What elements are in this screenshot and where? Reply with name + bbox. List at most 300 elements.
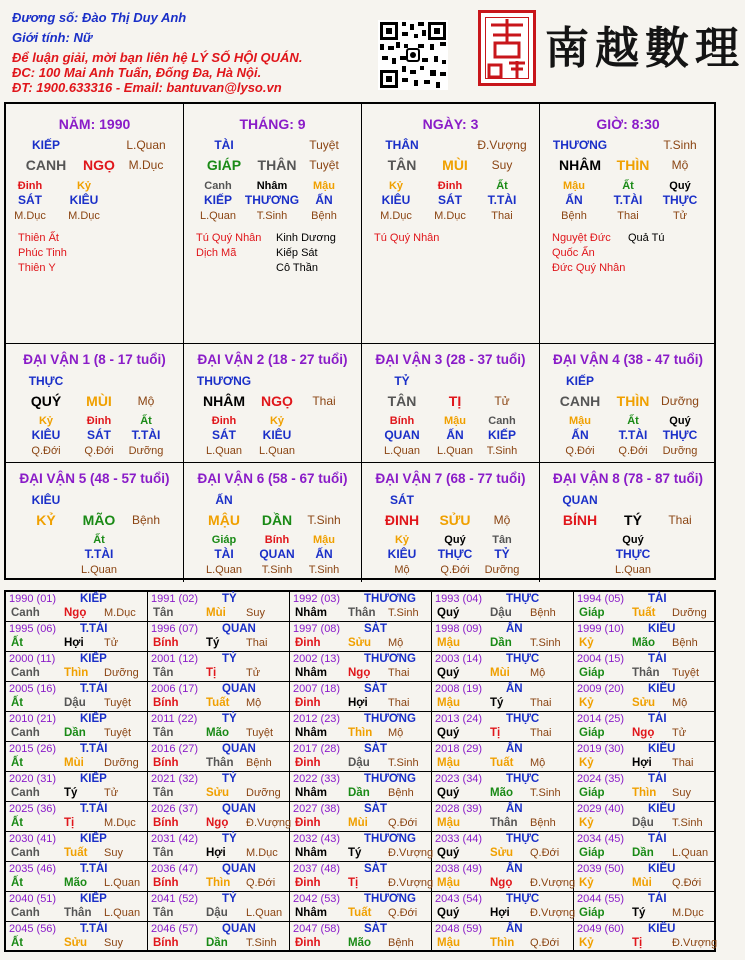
year-cell [148, 802, 290, 832]
hidden-stem: Đinh [437, 180, 463, 192]
year-cell [148, 712, 290, 742]
year-branch: Hợi [64, 637, 84, 649]
year-star: THỰC [506, 713, 540, 725]
year-label: 2017 (28) [293, 743, 341, 755]
year-cell [148, 832, 290, 862]
year-state: Đ.Vượng [530, 907, 576, 919]
year-cell [290, 772, 432, 802]
hidden-state: Q.Đới [565, 445, 595, 457]
year-cell [290, 592, 432, 622]
year-state: Q.Đới [530, 847, 560, 859]
hidden-state: T.Sinh [308, 564, 340, 576]
hidden-star: TỶ [494, 547, 510, 561]
year-stem: Mậu [437, 937, 460, 949]
year-stem: Tân [153, 907, 174, 919]
year-branch: Hợi [206, 847, 226, 859]
year-cell [148, 652, 290, 682]
year-state: T.Sinh [672, 817, 703, 829]
year-state: Mộ [246, 697, 262, 709]
hidden-state: Mộ [394, 564, 410, 576]
year-label: 2005 (16) [9, 683, 57, 695]
year-label: 2023 (34) [435, 773, 483, 785]
year-stem: Canh [11, 787, 40, 799]
pillar-year [6, 104, 184, 344]
red-seal-logo [478, 10, 536, 86]
dai-van-stem: KỶ [36, 512, 56, 528]
year-branch: Tị [490, 727, 501, 739]
year-star: TỶ [222, 713, 237, 725]
dai-van-branch: SỬU [439, 512, 471, 528]
year-branch: Tị [206, 667, 217, 679]
dai-van-stem: ĐINH [384, 512, 420, 528]
year-stem: Ất [11, 757, 24, 769]
hidden-star: KIÊU [31, 428, 61, 442]
year-stem: Nhâm [295, 907, 327, 919]
pillar-title: GIỜ: 8:30 [596, 116, 660, 132]
hidden-stem: Bính [389, 415, 415, 427]
year-state: Dưỡng [104, 667, 139, 679]
heavenly-stem: GIÁP [206, 157, 242, 173]
hidden-state: Q.Đới [618, 445, 648, 457]
hidden-state: Dưỡng [484, 564, 520, 576]
year-star: QUAN [222, 683, 256, 695]
year-stem: Kỷ [579, 637, 594, 649]
year-branch: Thân [348, 607, 376, 619]
year-state: Bệnh [246, 757, 272, 769]
year-branch: Tuất [632, 607, 656, 619]
year-cell [290, 922, 432, 952]
year-star: T.TÀI [80, 623, 108, 635]
year-cell [6, 742, 148, 772]
year-cell [574, 622, 714, 652]
year-stem: Canh [11, 667, 40, 679]
year-cell [6, 772, 148, 802]
year-branch: Tuất [490, 757, 514, 769]
year-branch: Thìn [490, 937, 515, 949]
annual-luck-table [4, 590, 716, 952]
dai-van-star: ẤN [215, 493, 233, 507]
year-star: THỰC [506, 833, 540, 845]
year-star: T.TÀI [80, 743, 108, 755]
dai-van-stem: MẬU [208, 512, 240, 528]
dai-van-title: ĐẠI VẬN 1 (8 - 17 tuổi) [23, 352, 166, 367]
year-stem: Giáp [579, 667, 605, 679]
hidden-star: ẤN [571, 428, 589, 442]
year-star: THỰC [506, 653, 540, 665]
dai-van-5 [6, 463, 184, 582]
year-branch: Thân [206, 757, 234, 769]
year-stem: Quý [437, 727, 460, 739]
earthly-branch: THÌN [616, 157, 650, 173]
year-star: SÁT [364, 803, 387, 815]
year-cell [148, 772, 290, 802]
year-label: 2028 (39) [435, 803, 483, 815]
year-cell [6, 802, 148, 832]
year-star: KIẾP [80, 773, 107, 785]
year-star: KIẾP [80, 593, 107, 605]
year-state: Dưỡng [672, 607, 707, 619]
hidden-star: T.TÀI [487, 193, 517, 207]
year-label: 2041 (52) [151, 893, 199, 905]
year-stem: Tân [153, 667, 174, 679]
year-star: SÁT [364, 683, 387, 695]
year-state: Đ.Vượng [672, 937, 718, 949]
year-star: KIẾP [80, 833, 107, 845]
year-branch: Sửu [490, 847, 514, 859]
dai-van-branch: MÙI [86, 393, 112, 409]
hidden-star: THỰC [615, 547, 651, 561]
year-stem: Quý [437, 907, 460, 919]
hidden-state: T.Sinh [486, 445, 518, 457]
year-label: 2027 (38) [293, 803, 341, 815]
year-stem: Mậu [437, 697, 460, 709]
year-cell [148, 622, 290, 652]
pillar-title: THÁNG: 9 [239, 116, 306, 132]
year-cell [148, 922, 290, 952]
hidden-state: Tử [672, 210, 688, 222]
year-state: Suy [104, 937, 123, 949]
year-stem: Giáp [579, 727, 605, 739]
dai-van-star: KIÊU [31, 493, 61, 507]
year-cell [6, 682, 148, 712]
dai-van-branch: DẦN [261, 512, 293, 528]
hidden-star: KIÊU [69, 193, 99, 207]
year-star: KIÊU [648, 623, 676, 635]
year-star: TỶ [222, 833, 237, 845]
dai-van-title: ĐẠI VẬN 6 (58 - 67 tuổi) [197, 471, 348, 486]
branch-state: M.Dục [128, 158, 164, 172]
hidden-state: Bệnh [311, 210, 337, 222]
year-cell [432, 802, 574, 832]
dai-van-star: SÁT [390, 493, 414, 507]
year-cell [574, 592, 714, 622]
hidden-stem: Quý [669, 180, 691, 192]
year-branch: Thân [490, 817, 518, 829]
year-state: Bệnh [530, 607, 556, 619]
year-branch: Tị [64, 817, 75, 829]
year-branch: Thìn [64, 667, 89, 679]
dai-van-title: ĐẠI VẬN 7 (68 - 77 tuổi) [375, 471, 526, 486]
dai-van-state: Bệnh [131, 513, 161, 527]
pillar-title: NGÀY: 3 [422, 116, 479, 132]
pillar-note: Nguyệt Đức [552, 232, 611, 244]
year-stem: Mậu [437, 637, 460, 649]
year-cell [432, 652, 574, 682]
hidden-stem: Ất [627, 415, 639, 427]
year-star: QUAN [222, 803, 256, 815]
year-star: TÀI [648, 893, 667, 905]
year-label: 2020 (31) [9, 773, 57, 785]
year-star: KIÊU [648, 923, 676, 935]
year-state: M.Dục [672, 907, 704, 919]
year-stem: Bính [153, 937, 179, 949]
year-cell [432, 892, 574, 922]
year-star: KIẾP [80, 713, 107, 725]
year-cell [574, 802, 714, 832]
year-label: 2007 (18) [293, 683, 341, 695]
brand-logo-text: 南越數理 [545, 23, 745, 74]
year-stem: Nhâm [295, 787, 327, 799]
year-label: 2004 (15) [577, 653, 625, 665]
dai-van-branch: MÃO [82, 512, 116, 528]
four-pillars-grid [4, 102, 716, 580]
year-cell [432, 772, 574, 802]
hidden-star: ẤN [565, 193, 583, 207]
hidden-stem: Quý [622, 534, 644, 546]
year-label: 2025 (36) [9, 803, 57, 815]
year-stem: Nhâm [295, 847, 327, 859]
year-branch: Mùi [206, 607, 226, 619]
year-label: 2037 (48) [293, 863, 341, 875]
year-star: KIÊU [648, 803, 676, 815]
dai-van-stem: TÂN [387, 393, 417, 409]
year-star: QUAN [222, 743, 256, 755]
year-label: 1993 (04) [435, 593, 483, 605]
year-state: Đ.Vượng [388, 877, 434, 889]
dai-van-star: THỰC [28, 374, 64, 388]
year-star: T.TÀI [80, 863, 108, 875]
year-stem: Giáp [579, 787, 605, 799]
pillar-star-state: Đ.Vượng [477, 138, 527, 152]
year-cell [432, 622, 574, 652]
year-stem: Quý [437, 787, 460, 799]
year-branch: Tý [490, 697, 504, 709]
year-state: Q.Đới [246, 877, 276, 889]
year-branch: Ngọ [490, 877, 513, 889]
year-state: M.Dục [104, 607, 136, 619]
year-branch: Tuất [64, 847, 88, 859]
year-state: L.Quan [672, 847, 709, 859]
year-branch: Dần [490, 637, 512, 649]
hidden-state: M.Dục [434, 210, 466, 222]
year-branch: Tý [64, 787, 78, 799]
year-cell [290, 712, 432, 742]
hidden-star: KIÊU [387, 547, 417, 561]
hidden-state: L.Quan [258, 445, 296, 457]
hidden-state: L.Quan [436, 445, 474, 457]
year-state: Dưỡng [104, 757, 139, 769]
year-branch: Sửu [206, 787, 230, 799]
year-state: Tử [246, 667, 261, 679]
year-cell [290, 802, 432, 832]
year-cell [432, 712, 574, 742]
chart-header [0, 0, 745, 100]
dai-van-state: Thai [668, 513, 692, 527]
year-stem: Kỷ [579, 937, 594, 949]
year-state: M.Dục [104, 817, 136, 829]
year-branch: Hợi [348, 697, 368, 709]
year-label: 1999 (10) [577, 623, 625, 635]
year-state: Tử [104, 787, 119, 799]
year-star: THƯƠNG [364, 653, 416, 665]
year-stem: Bính [153, 877, 179, 889]
year-branch: Tuất [348, 907, 372, 919]
dai-van-state: Dưỡng [661, 394, 699, 408]
year-stem: Quý [437, 667, 460, 679]
year-label: 2011 (22) [151, 713, 198, 725]
dai-van-8 [540, 463, 716, 582]
year-state: Bệnh [388, 787, 414, 799]
earthly-branch: THÂN [257, 157, 297, 173]
year-state: Đ.Vượng [246, 817, 292, 829]
year-state: Mộ [388, 727, 404, 739]
hidden-state: L.Quan [205, 445, 243, 457]
year-stem: Ất [11, 637, 24, 649]
year-state: L.Quan [246, 907, 283, 919]
year-stem: Đinh [295, 637, 321, 649]
year-stem: Giáp [579, 847, 605, 859]
year-label: 2013 (24) [435, 713, 483, 725]
heavenly-stem: CANH [25, 157, 67, 173]
dai-van-7 [362, 463, 540, 582]
hidden-star: TÀI [214, 547, 234, 561]
pillar-title: NĂM: 1990 [58, 116, 131, 132]
year-branch: Ngọ [64, 607, 87, 619]
year-label: 2030 (41) [9, 833, 57, 845]
hidden-state: L.Quan [80, 564, 118, 576]
year-star: SÁT [364, 623, 387, 635]
year-star: ẤN [506, 743, 523, 755]
year-branch: Dần [348, 787, 370, 799]
branch-state: Tuyệt [309, 158, 339, 172]
year-cell [6, 862, 148, 892]
hidden-stem: Đinh [17, 180, 43, 192]
year-state: Q.Đới [388, 817, 418, 829]
year-branch: Dậu [206, 907, 228, 919]
hidden-stem: Ất [622, 180, 634, 192]
year-state: Q.Đới [672, 877, 702, 889]
year-branch: Hợi [490, 907, 510, 919]
year-label: 2001 (12) [151, 653, 199, 665]
year-state: Tử [672, 727, 687, 739]
year-label: 2033 (44) [435, 833, 483, 845]
year-label: 2049 (60) [577, 923, 625, 935]
year-star: THỰC [506, 893, 540, 905]
year-branch: Mùi [348, 817, 368, 829]
year-state: Thai [246, 637, 268, 649]
year-label: 1992 (03) [293, 593, 341, 605]
year-cell [574, 742, 714, 772]
hidden-star: SÁT [438, 193, 462, 207]
pillar-star: THƯƠNG [552, 138, 608, 152]
year-stem: Nhâm [295, 667, 327, 679]
dai-van-title: ĐẠI VẬN 8 (78 - 87 tuổi) [552, 471, 704, 486]
year-state: Q.Đới [388, 907, 418, 919]
year-star: SÁT [364, 923, 387, 935]
pillar-star-state: Tuyệt [309, 138, 339, 152]
hidden-star: KIẾP [487, 428, 517, 442]
dai-van-branch: NGỌ [261, 393, 293, 409]
year-label: 2034 (45) [577, 833, 625, 845]
year-label: 2032 (43) [293, 833, 341, 845]
hidden-state: T.Sinh [261, 564, 293, 576]
year-branch: Sửu [348, 637, 372, 649]
dai-van-branch: TÝ [624, 512, 642, 528]
year-star: TỶ [222, 653, 237, 665]
year-stem: Mậu [437, 877, 460, 889]
year-cell [290, 892, 432, 922]
year-label: 2048 (59) [435, 923, 483, 935]
year-cell [6, 832, 148, 862]
year-state: Đ.Vượng [388, 847, 434, 859]
year-stem: Kỷ [579, 757, 594, 769]
year-label: 2031 (42) [151, 833, 199, 845]
hidden-star: THƯƠNG [244, 193, 300, 207]
hidden-state: L.Quan [614, 564, 652, 576]
hidden-stem: Kỷ [388, 180, 404, 192]
year-star: TÀI [648, 773, 667, 785]
hidden-state: M.Dục [68, 210, 100, 222]
year-stem: Nhâm [295, 607, 327, 619]
year-branch: Dậu [64, 697, 86, 709]
year-cell [290, 622, 432, 652]
hidden-stem: Ất [93, 534, 105, 546]
hidden-stem: Ất [496, 180, 508, 192]
hidden-stem: Mậu [313, 534, 335, 546]
year-state: Mộ [530, 757, 546, 769]
year-label: 2022 (33) [293, 773, 341, 785]
year-state: Suy [672, 787, 691, 799]
hidden-state: Thai [617, 210, 639, 222]
year-state: Suy [104, 847, 123, 859]
pillar-note: Quả Tú [628, 232, 665, 244]
dai-van-3 [362, 344, 540, 463]
hidden-star: QUAN [384, 428, 420, 442]
dai-van-star: KIẾP [565, 374, 595, 388]
year-star: T.TÀI [80, 923, 108, 935]
pillar-star: TÀI [214, 138, 234, 152]
year-star: TỶ [222, 593, 237, 605]
year-branch: Thân [64, 907, 92, 919]
year-stem: Quý [437, 847, 460, 859]
year-star: THỰC [506, 773, 540, 785]
year-state: Dưỡng [246, 787, 281, 799]
hidden-star: KIÊU [381, 193, 411, 207]
year-stem: Đinh [295, 877, 321, 889]
year-label: 2046 (57) [151, 923, 199, 935]
year-stem: Ất [11, 937, 24, 949]
year-star: QUAN [222, 623, 256, 635]
subject-name: Đương số: Đào Thị Duy Anh [12, 10, 187, 25]
hidden-star: KIẾP [203, 193, 233, 207]
year-cell [432, 862, 574, 892]
hidden-stem: Canh [204, 180, 232, 192]
year-star: KIÊU [648, 683, 676, 695]
year-branch: Hợi [632, 757, 652, 769]
hidden-star: T.TÀI [613, 193, 643, 207]
dai-van-1 [6, 344, 184, 463]
year-label: 2035 (46) [9, 863, 57, 875]
year-state: Thai [530, 697, 552, 709]
hidden-stem: Đinh [211, 415, 237, 427]
year-star: SÁT [364, 863, 387, 875]
year-label: 2015 (26) [9, 743, 57, 755]
year-cell [574, 652, 714, 682]
pillar-note: Tú Quý Nhân [374, 232, 440, 244]
dai-van-state: Thai [312, 394, 336, 408]
year-label: 2000 (11) [9, 653, 56, 665]
year-branch: Dần [632, 847, 654, 859]
year-stem: Bính [153, 637, 179, 649]
year-label: 2014 (25) [577, 713, 625, 725]
hidden-stem: Bính [264, 534, 290, 546]
year-branch: Thìn [206, 877, 231, 889]
hidden-star: T.TÀI [131, 428, 161, 442]
year-label: 1995 (06) [9, 623, 57, 635]
hidden-star: SÁT [212, 428, 236, 442]
year-label: 2006 (17) [151, 683, 199, 695]
year-state: Tuyệt [246, 727, 274, 739]
